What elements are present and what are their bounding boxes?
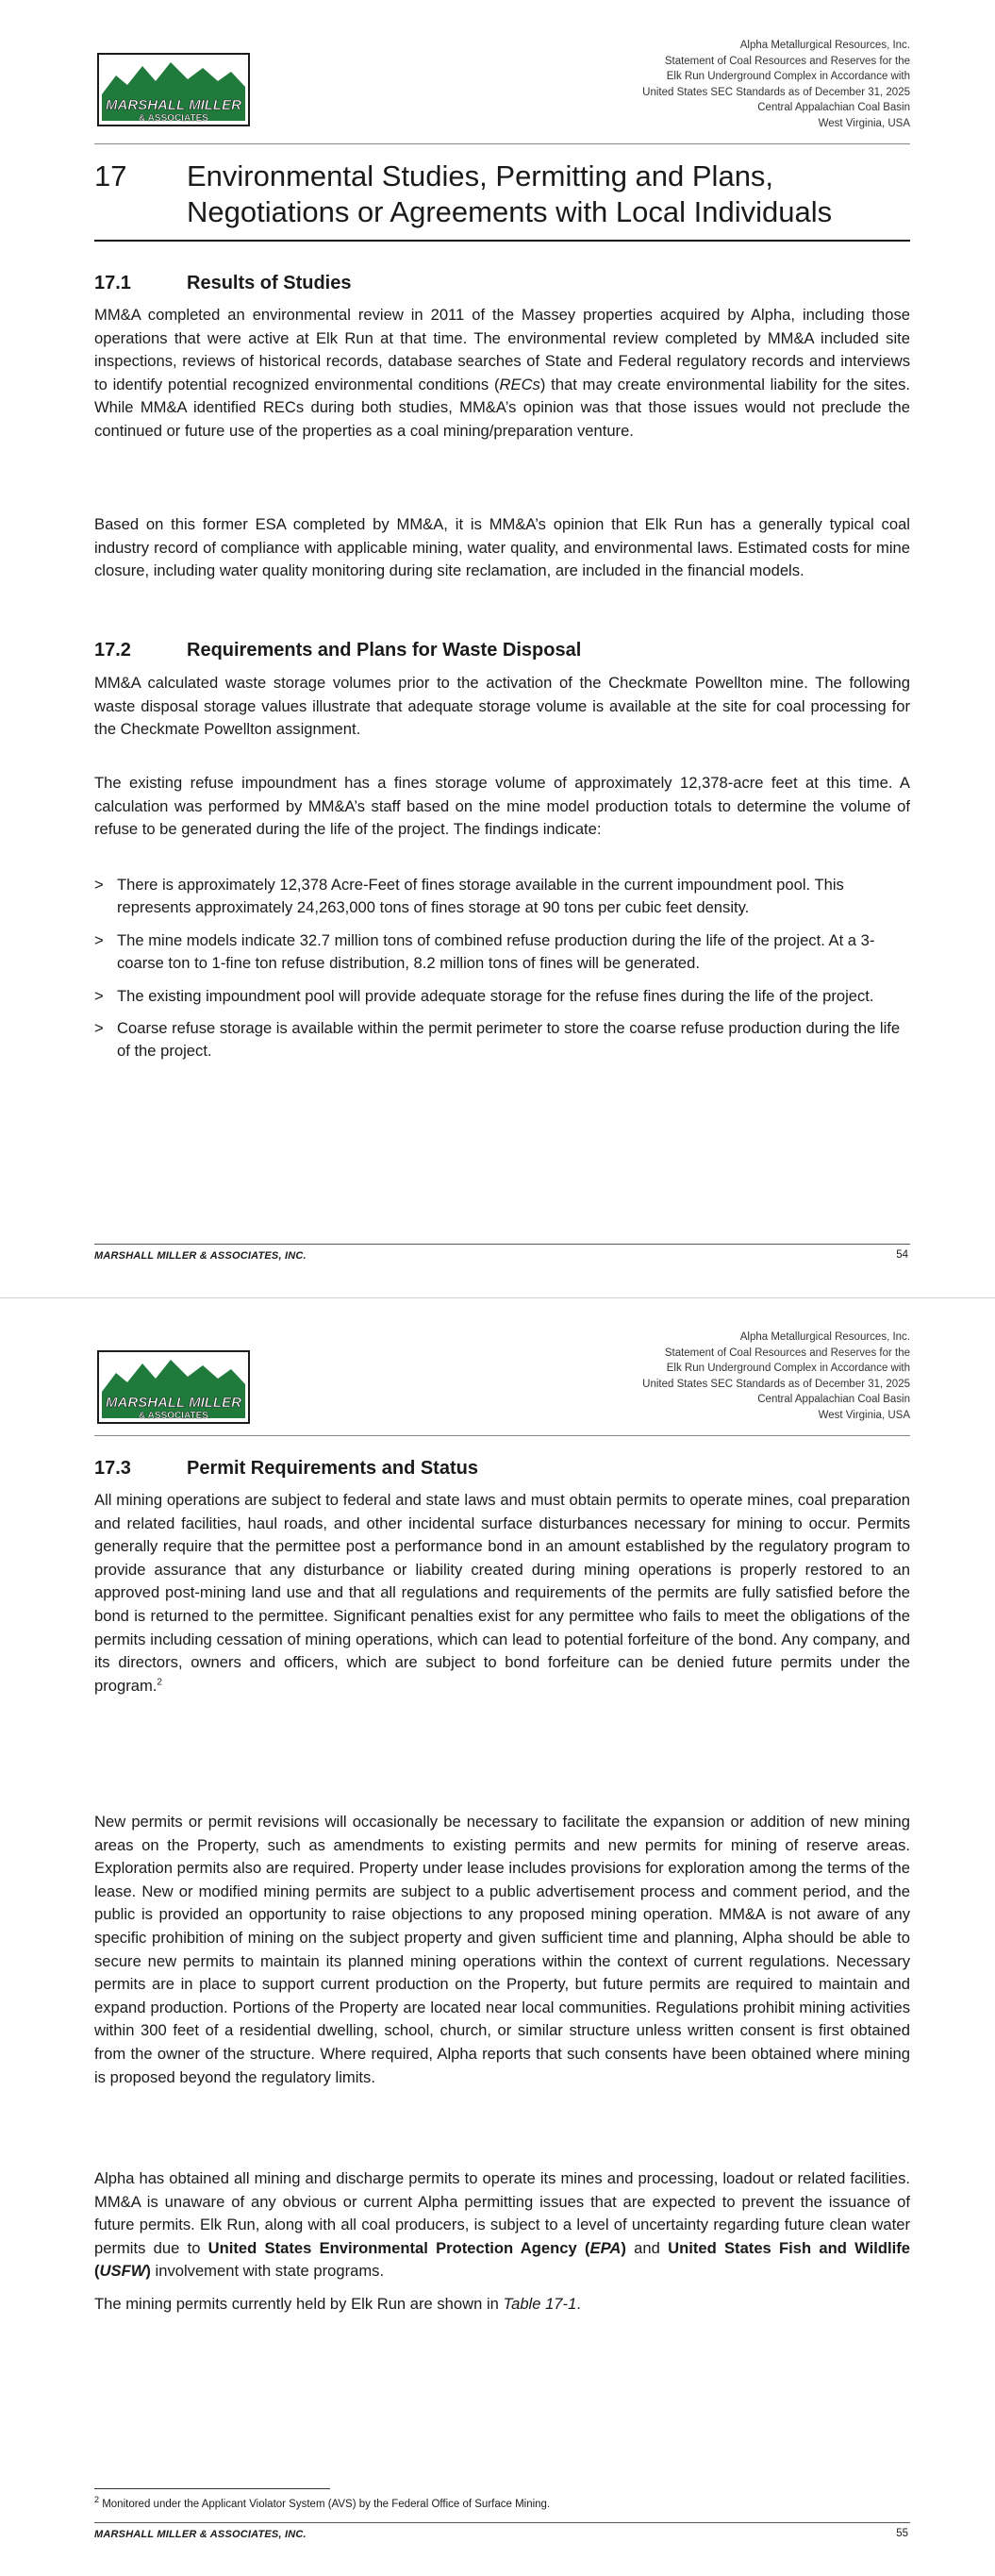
document-header: Alpha Metallurgical Resources, Inc. Statement of Coal Resources and Reserves for the Elk Run Underground Complex in Accordance with United States SEC Standards as of December 31, 2025 Central Appalachian Coal Basin West Virginia, USA xyxy=(642,1331,910,1421)
list-item: > The existing impoundment pool will provide adequate storage for the refuse fines during the life of the project. xyxy=(94,986,874,1005)
chapter-rule xyxy=(94,240,910,242)
page-number: 54 xyxy=(896,1249,908,1261)
footer-company: MARSHALL MILLER & ASSOCIATES, INC. xyxy=(94,2529,307,2540)
section-heading-17-1: 17.1 Results of Studies xyxy=(94,273,352,293)
table-reference: Table 17-1 xyxy=(503,2295,577,2313)
page-55 xyxy=(0,1297,995,2576)
svg-text:MARSHALL MILLER: MARSHALL MILLER xyxy=(106,97,241,113)
marshall-miller-logo xyxy=(97,1350,250,1424)
list-item: > There is approximately 12,378 Acre-Feet of fines storage available in the current impoundment pool. This represents approximately 24,263,000 tons of fines storage at 90 tons per cubic feet density. xyxy=(94,876,844,917)
paragraph: Based on this former ESA completed by MM&A, it is MM&A’s opinion that Elk Run has a generally typical coal industry record of compliance with applicable mining, water quality, and environmental laws. Estimated costs for mine closure, including water quality monitoring during site reclamation, are included in the financial models. xyxy=(94,515,910,580)
page-number: 55 xyxy=(896,2528,908,2539)
svg-text:& ASSOCIATES: & ASSOCIATES xyxy=(139,113,208,124)
paragraph: MM&A calculated waste storage volumes prior to the activation of the Checkmate Powellton mine. The following waste disposal storage values illustrate that adequate storage volume is available at the site for coal processing for the Checkmate Powellton assignment. xyxy=(94,674,910,739)
header-rule xyxy=(94,1435,910,1436)
footer-rule xyxy=(94,1244,910,1245)
footer-rule xyxy=(94,2522,910,2523)
svg-text:MARSHALL MILLER: MARSHALL MILLER xyxy=(106,1395,241,1411)
paragraph: MM&A completed an environmental review in 2011 of the Massey properties acquired by Alpha, including those operations that were active at Elk Run at that time. The environmental review completed by MM&A included site inspections, reviews of historical records, database searches of State and Federal regulatory records and interviews to identify potential recognized environmental conditions (RECs) that may create environmental liability for the sites. While MM&A identified RECs during both studies, MM&A’s opinion was that those issues would not preclude the continued or future use of the properties as a coal mining/preparation venture. xyxy=(94,306,910,440)
footnote: $^2$ Monitored under the Applicant Violator System (AVS) by the Federal Office of Surface Mining. xyxy=(94,2495,551,2510)
section-heading-17-2: 17.2 Requirements and Plans for Waste Disposal xyxy=(94,640,582,661)
paragraph: New permits or permit revisions will occasionally be necessary to facilitate the expansion or addition of new mining areas on the Property, such as amendments to existing permits and new permits for mining of reserve areas. Exploration permits also are required. Property under lease includes provisions for exploration among the terms of the lease. New or modified mining permits are subject to a public advertisement process and comment period, and the public is provided an opportunity to raise objections to any proposed mining operation. MM&A is not aware of any specific prohibition of mining on the subject property and given sufficient time and planning, Alpha should be able to secure new permits to maintain its planned mining operations within the context of current regulations. Necessary permits are in place to support current production on the Property, but future permits are required to maintain and expand production. Portions of the Property are located near local communities. Regulations prohibit mining activities within 300 feet of a residential dwelling, school, church, or similar structure unless written consent is first obtained from the owner of the structure. Where required, Alpha reports that such consents have been obtained where mining is proposed beyond the regulatory limits. xyxy=(94,1813,910,2086)
header-rule xyxy=(94,143,910,144)
chapter-number: 17 xyxy=(94,159,127,192)
document-header: Alpha Metallurgical Resources, Inc. Statement of Coal Resources and Reserves for the Elk Run Underground Complex in Accordance with United States SEC Standards as of December 31, 2025 Central Appalachian Coal Basin West Virginia, USA xyxy=(642,40,910,129)
footnote-rule xyxy=(94,2488,330,2489)
section-heading-17-3: 17.3 Permit Requirements and Status xyxy=(94,1458,478,1479)
list-item: > Coarse refuse storage is available within the permit perimeter to store the coarse refuse production during the life of the project. xyxy=(94,1019,901,1061)
chapter-title: Environmental Studies, Permitting and Plans, Negotiations or Agreements with Local Individuals xyxy=(187,159,833,228)
paragraph: The mining permits currently held by Elk Run are shown in Table 17-1. xyxy=(94,2295,581,2313)
paragraph: Alpha has obtained all mining and discharge permits to operate its mines and processing, loadout or related facilities. MM&A is unaware of any obvious or current Alpha permitting issues that are expected to prevent the issuance of future permits. Elk Run, along with all coal producers, is subject to a level of uncertainty regarding future clean water permits due to United States Environmental Protection Agency (EPA) and United States Fish and Wildlife (USFW) involvement with state programs. xyxy=(94,2169,910,2281)
paragraph: All mining operations are subject to federal and state laws and must obtain permits to operate mines, coal preparation and related facilities, haul roads, and other incidental surface disturbances necessary for mining to occur. Permits generally require that the permittee post a performance bond in an amount established by the regulatory program to provide assurance that any disturbance or liability created during mining operations is properly restored to an approved post-mining land use and that all regulations and requirements of the permits are fully satisfied before the bond is returned to the permittee. Significant penalties exist for any permittee who fails to meet the obligations of the permits including cessation of mining operations, which can lead to potential forfeiture of the bond. Any company, and its directors, owners and officers, which are subject to bond forfeiture can be denied future permits under the program.$^2$ xyxy=(94,1491,910,1695)
findings-list xyxy=(94,874,910,1073)
list-item: > The mine models indicate 32.7 million tons of combined refuse production during the life of the project. At a 3-coarse ton to 1-fine ton refuse distribution, 8.2 million tons of fines will be generated. xyxy=(94,930,875,973)
marshall-miller-logo xyxy=(97,53,250,126)
svg-text:& ASSOCIATES: & ASSOCIATES xyxy=(139,1411,208,1421)
paragraph: The existing refuse impoundment has a fines storage volume of approximately 12,378-acre feet at this time. A calculation was performed by MM&A’s staff based on the mine model production totals to determine the volume of refuse to be generated during the life of the project. The findings indicate: xyxy=(94,774,910,839)
footnote-reference: 2 xyxy=(157,1677,162,1688)
footer-company: MARSHALL MILLER & ASSOCIATES, INC. xyxy=(94,1250,307,1262)
chapter-heading xyxy=(94,159,910,230)
